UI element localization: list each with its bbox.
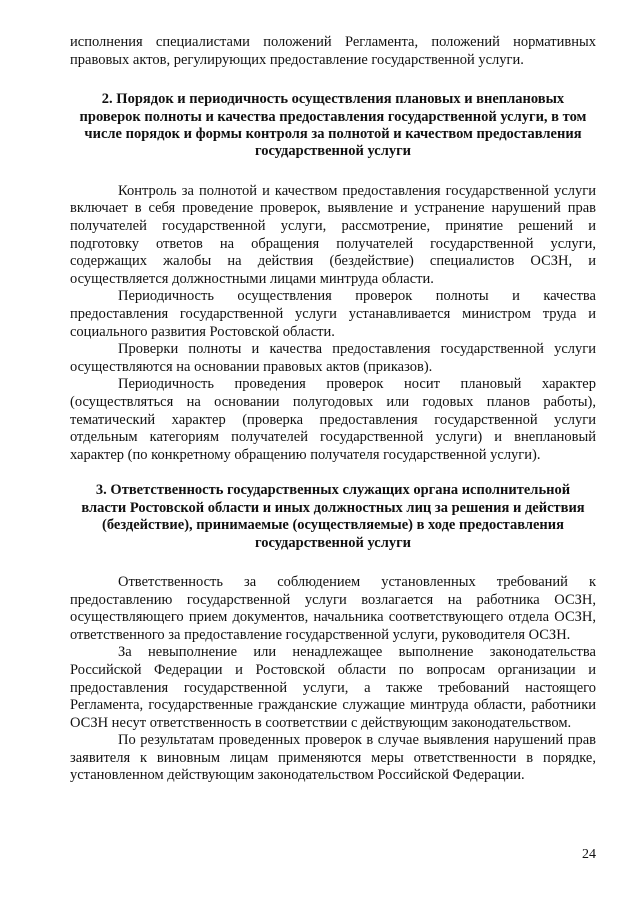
section-2-heading: 2. Порядок и периодичность осуществления плановых и внеплановых проверок полноты и качества предоставления государственной услуги, в том числе порядок и формы контроля за полнотой и качеством предоставления государственной услуги xyxy=(79,91,587,160)
section-2-paragraph-2: Периодичность осуществления проверок полноты и качества предоставления государственной услуги устанавливается министром труда и социального развития Ростовской области. xyxy=(70,288,596,340)
section-2-paragraph-1: Контроль за полнотой и качеством предоставления государственной услуги включает в себя проведение проверок, выявление и устранение нарушений прав получателей государственной услуги, рассмотрение, принятие решений и подготовку ответов на обращения получателей государственной услуги, содержащих жалобы на действия (бездействие) специалистов ОСЗН, и осуществляется должностными лицами минтруда области. xyxy=(70,182,596,287)
section-3-paragraph-1: Ответственность за соблюдением установленных требований к предоставлению государственной услуги возлагается на работника ОСЗН, осуществляющего прием документов, начальника соответствующего отдела ОСЗН, ответственного за предоставление государственной услуги, руководителя ОСЗН. xyxy=(70,573,596,643)
section-2-paragraph-4: Периодичность проведения проверок носит плановый характер (осуществляться на основании полугодовых или годовых планов работы), тематический характер (проверка предоставления государственной услуги отдельным категориям получателей государственной услуги) и внеплановый характер (по конкретному обращению получателя государственной услуги). xyxy=(70,376,596,463)
section-3-paragraph-2: За невыполнение или ненадлежащее выполнение законодательства Российской Федерации и Ростовской области по вопросам организации и предоставления государственной услуги, а также требований настоящего Регламента, государственные гражданские служащие минтруда области, работники ОСЗН несут ответственность в соответствии с действующим законодательством. xyxy=(70,644,596,731)
section-2-paragraph-3: Проверки полноты и качества предоставления государственной услуги осуществляются на основании правовых актов (приказов). xyxy=(70,341,596,375)
section-3-paragraph-3: По результатам проведенных проверок в случае выявления нарушений прав заявителя к виновным лицам применяются меры ответственности в порядке, установленном действующим законодательством Российской Федерации. xyxy=(70,732,596,784)
page-number: 24 xyxy=(582,847,596,862)
intro-paragraph: исполнения специалистами положений Регламента, положений нормативных правовых актов, регулирующих предоставление государственной услуги. xyxy=(70,34,596,68)
section-3-heading: 3. Ответственность государственных служащих органа исполнительной власти Ростовской области и иных должностных лиц за решения и действия (бездействие), принимаемые (осуществляемые) в ходе предоставления государственной услуги xyxy=(81,482,585,551)
